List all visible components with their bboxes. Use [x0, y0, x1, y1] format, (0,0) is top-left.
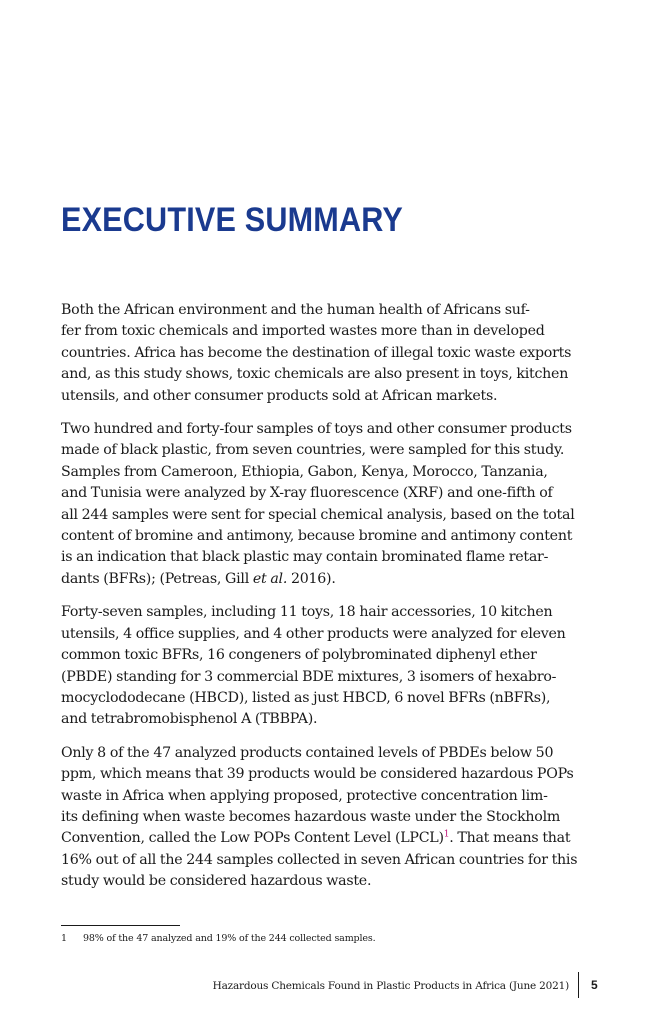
text-line: Forty-seven samples, including 11 toys, 18 hair accessories, 10 kitchen — [61, 604, 553, 621]
text-line: 16% out of all the 244 samples collected in seven African countries for this — [61, 851, 578, 868]
text-line: ppm, which means that 39 products would be considered hazardous POPs — [61, 766, 574, 783]
text-line: study would be considered hazardous waste. — [61, 873, 372, 890]
body-text — [61, 300, 611, 905]
text-line: Two hundred and forty-four samples of toys and other consumer products — [61, 421, 572, 438]
text-line: countries. Africa has become the destination of illegal toxic waste exports — [61, 344, 572, 361]
page-number: 5 — [591, 978, 598, 992]
text-line: its defining when waste becomes hazardous waste under the Stockholm — [61, 808, 561, 825]
text-line: Only 8 of the 47 analyzed products contained levels of PBDEs below 50 — [61, 744, 554, 761]
text-line: mocyclododecane (HBCD), listed as just HBCD, 6 novel BFRs (nBFRs), — [61, 689, 551, 706]
citation-italic: et al. — [252, 570, 288, 587]
running-footer-title: Hazardous Chemicals Found in Plastic Products in Africa (June 2021) — [212, 980, 569, 992]
text-line: content of bromine and antimony, because bromine and antimony content — [61, 528, 573, 545]
paragraph — [61, 419, 611, 590]
text-line: is an indication that black plastic may contain brominated flame retar- — [61, 549, 549, 566]
text-line: waste in Africa when applying proposed, protective concentration lim- — [61, 787, 548, 804]
footer-divider — [578, 972, 579, 998]
text-line: made of black plastic, from seven countries, were sampled for this study. — [61, 442, 565, 459]
page-title: EXECUTIVE SUMMARY — [61, 201, 403, 239]
footnote-number: 1 — [61, 933, 67, 944]
text-segment: . That means that — [449, 830, 571, 847]
text-line: all 244 samples were sent for special chemical analysis, based on the total — [61, 506, 575, 523]
text-line: Samples from Cameroon, Ethiopia, Gabon, Kenya, Morocco, Tanzania, — [61, 463, 548, 480]
text-segment: Convention, called the Low POPs Content Level (LPCL) — [61, 830, 444, 847]
paragraph — [61, 602, 611, 730]
text-line — [61, 828, 611, 849]
citation-text: dants (BFRs); (Petreas, Gill — [61, 570, 253, 587]
text-line: common toxic BFRs, 16 congeners of polybrominated diphenyl ether — [61, 647, 537, 664]
text-line — [61, 569, 611, 590]
text-line: utensils, 4 office supplies, and 4 other products were analyzed for eleven — [61, 625, 566, 642]
citation-text-end: 2016). — [287, 570, 336, 587]
footnote — [61, 933, 375, 945]
text-line: utensils, and other consumer products sold at African markets. — [61, 387, 498, 404]
text-line: and Tunisia were analyzed by X-ray fluorescence (XRF) and one-fifth of — [61, 485, 553, 502]
text-line: and, as this study shows, toxic chemicals are also present in toys, kitchen — [61, 366, 569, 383]
footnote-text: 98% of the 47 analyzed and 19% of the 244 collected samples. — [83, 933, 376, 944]
text-line: fer from toxic chemicals and imported wastes more than in developed — [61, 323, 545, 340]
paragraph — [61, 743, 611, 893]
text-line: (PBDE) standing for 3 commercial BDE mixtures, 3 isomers of hexabro- — [61, 668, 557, 685]
text-line: and tetrabromobisphenol A (TBBPA). — [61, 711, 318, 728]
text-line: Both the African environment and the human health of Africans suf- — [61, 302, 530, 318]
paragraph — [61, 300, 611, 407]
footnote-reference-link[interactable]: 1 — [443, 829, 450, 840]
footnote-divider — [61, 925, 180, 926]
